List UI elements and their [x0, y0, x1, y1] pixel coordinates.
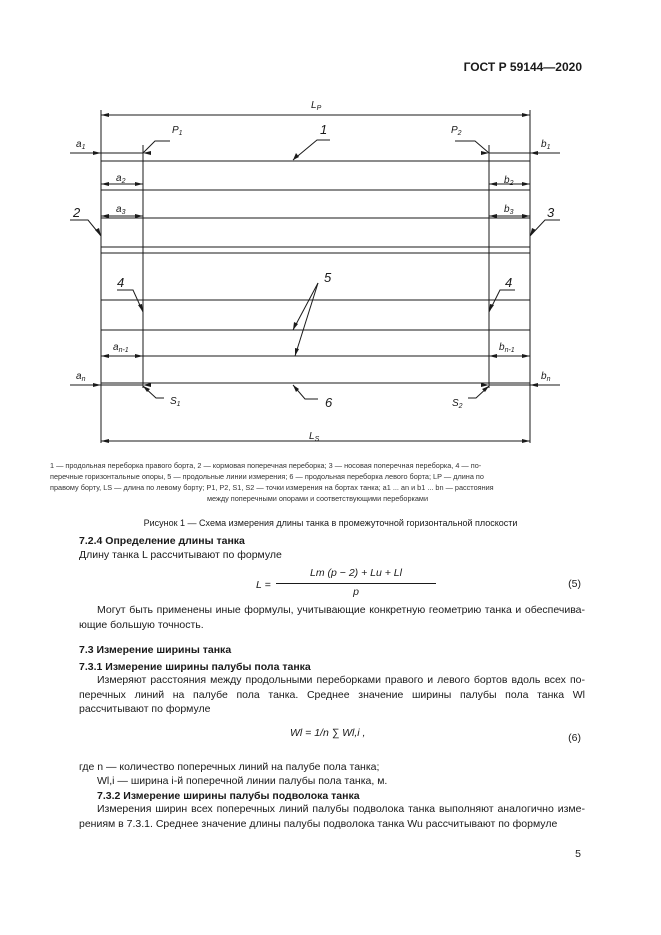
where-n: где n — количество поперечных линий на палубе пола танка; — [79, 761, 380, 773]
label-an-1: $a_{n-1}$ — [113, 342, 129, 354]
tank-length-diagram — [0, 0, 661, 455]
page-number: 5 — [575, 848, 581, 860]
callout-2: 2 — [73, 205, 81, 220]
text-7-2-4-intro: Длину танка L рассчитывают по формуле — [79, 549, 282, 561]
formula-6: Wl = 1/n ∑ Wl,i , — [290, 727, 366, 739]
label-b2: $b_2$ — [504, 175, 514, 187]
callout-3: 3 — [547, 205, 555, 220]
paragraph-7-3-1: Измеряют расстояния между продольными переборками правого и левого бортов вдоль всех по-перечных линий на палубе пола танка. Среднее значение ширины палубы пола танка Wl рассчитывают по формуле — [79, 674, 585, 715]
label-P2: $P_2$ — [451, 125, 462, 137]
heading-7-2-4: 7.2.4 Определение длины танка — [79, 535, 245, 547]
label-bn: $b_n$ — [541, 371, 551, 383]
notes-line: между поперечными опорами и соответствующими переборками — [206, 494, 429, 503]
standard-header: ГОСТ Р 59144—2020 — [463, 60, 582, 74]
notes-line: 1 — продольная переборка правого борта, 2 — кормовая поперечная переборка; 3 — носовая поперечная переборка, 4 — по- — [50, 461, 482, 470]
notes-line: перечные горизонтальные опоры, 5 — продольные линии измерения; 6 — продольная переборка левого борта; LP — длина по — [50, 472, 484, 481]
label-S2: $S_2$ — [452, 398, 463, 410]
heading-7-3: 7.3 Измерение ширины танка — [79, 644, 232, 656]
callout-1: 1 — [320, 122, 328, 137]
where-w: Wl,i — ширина i-й поперечной линии палубы пола танка, м. — [97, 775, 388, 787]
label-a2: $a_2$ — [116, 173, 126, 185]
figure-notes — [50, 460, 585, 504]
equation-number-6: (6) — [568, 732, 581, 744]
formula-5: L = Lm (p − 2) + Lu + Ll p — [256, 566, 456, 602]
paragraph-7-3-2: Измерения ширин всех поперечных линий палубы подволока танка выполняют аналогично изме-рениям в 7.3.1. Среднее значение длины палубы подволока танка Wu рассчитывают по формуле — [79, 803, 585, 830]
label-bn-1: $b_{n-1}$ — [499, 342, 515, 354]
label-b3: $b_3$ — [504, 204, 514, 216]
callout-4-right: 4 — [505, 275, 513, 290]
label-LS: $L_S$ — [309, 431, 320, 443]
heading-7-3-2: 7.3.2 Измерение ширины палубы подволока танка — [97, 790, 360, 802]
label-a3: $a_3$ — [116, 204, 126, 216]
callout-5: 5 — [324, 270, 332, 285]
equation-number-5: (5) — [568, 578, 581, 590]
heading-7-3-1: 7.3.1 Измерение ширины палубы пола танка — [79, 661, 311, 673]
figure-title: Рисунок 1 — Схема измерения длины танка в промежуточной горизонтальной плоскости — [143, 518, 518, 528]
callout-4-left: 4 — [117, 275, 125, 290]
label-an: $a_n$ — [76, 371, 86, 383]
label-a1: $a_1$ — [76, 139, 86, 151]
paragraph-note: Могут быть применены иные формулы, учитывающие конкретную геометрию танка и обеспечива-ющие большую точность. — [79, 604, 585, 631]
label-S1: $S_1$ — [170, 396, 181, 408]
notes-line: правому борту, LS — длина по левому борту; P1, P2, S1, S2 — точки измерения на бортах танка; a1 ... an и b1 ... bn — расстояния — [50, 483, 494, 492]
label-P1: $P_1$ — [172, 125, 183, 137]
label-LP: $L_P$ — [311, 100, 322, 112]
label-b1: $b_1$ — [541, 139, 551, 151]
callout-6: 6 — [325, 395, 333, 410]
